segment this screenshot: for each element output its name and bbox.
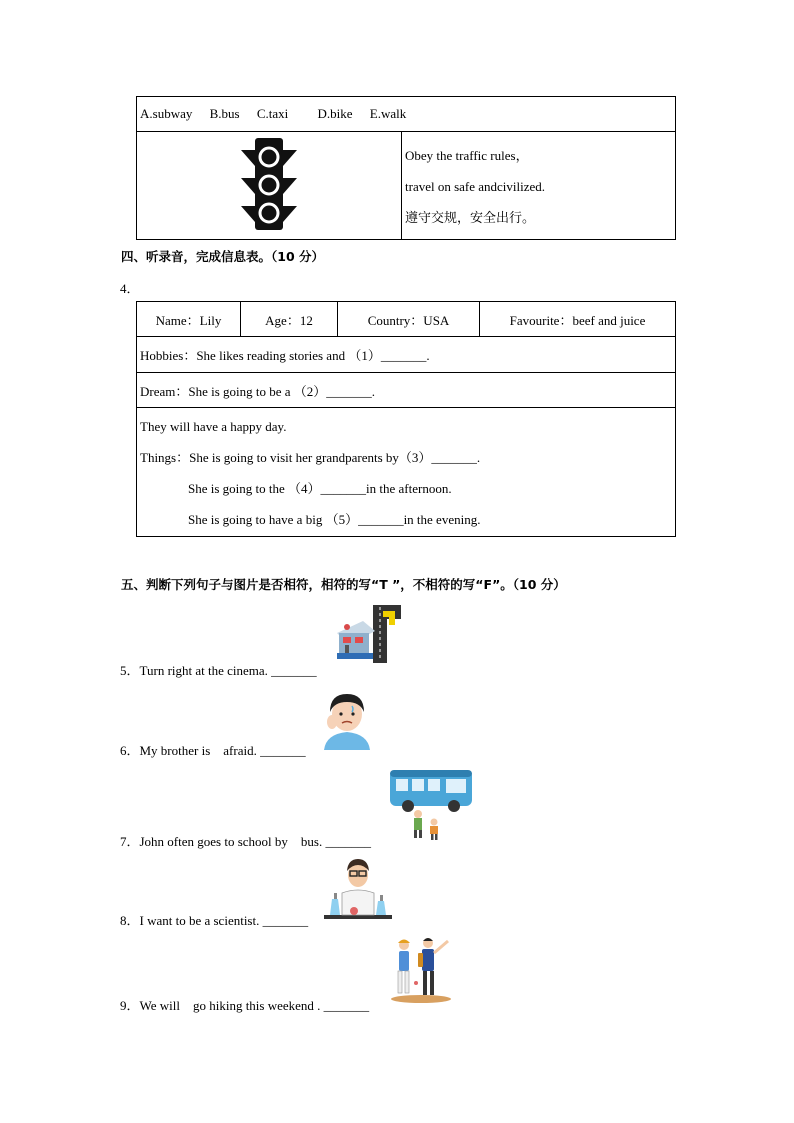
hiking-icon xyxy=(388,935,454,1005)
option-e: E.walk xyxy=(369,106,407,121)
things-cell xyxy=(137,408,676,537)
favourite-cell: Favourite：beef and juice xyxy=(480,302,676,337)
option-b: B.bus xyxy=(209,106,240,121)
bus-icon xyxy=(388,766,476,842)
question-5-text: 5．Turn right at the cinema. _______ xyxy=(120,663,317,678)
section4-heading: 四、听录音，完成信息表。（10 分） xyxy=(121,249,324,264)
things-line-3: She is going to the （4）_______in the afternoon. xyxy=(188,481,452,496)
afraid-boy-icon xyxy=(320,690,374,750)
things-line-4: She is going to have a big （5）_______in the evening. xyxy=(188,512,481,527)
option-c: C.taxi xyxy=(256,106,289,121)
info-table xyxy=(136,301,676,537)
slogan-line-1: Obey the traffic rules， xyxy=(405,148,529,163)
hobbies-cell: Hobbies：She likes reading stories and （1）_______. xyxy=(137,337,676,373)
dream-cell: Dream：She is going to be a （2）_______. xyxy=(137,373,676,408)
things-line-2: Things：She is going to visit her grandparents by（3）_______. xyxy=(140,450,481,465)
question-4-number: 4． xyxy=(120,281,140,296)
option-a: A.subway xyxy=(140,106,193,121)
traffic-light-icon xyxy=(239,136,299,232)
slogan-cell xyxy=(402,132,676,240)
options-row xyxy=(137,97,676,132)
slogan-line-3: 遵守交规，安全出行。 xyxy=(405,210,536,225)
section5-heading: 五、判断下列句子与图片是否相符，相符的写“T ”，不相符的写“F”。（10 分） xyxy=(121,577,566,592)
age-cell: Age：12 xyxy=(241,302,338,337)
cinema-map-icon xyxy=(333,603,403,665)
scientist-icon xyxy=(324,853,392,921)
country-cell: Country：USA xyxy=(338,302,480,337)
things-line-1: They will have a happy day. xyxy=(140,419,287,434)
slogan-line-2: travel on safe andcivilized. xyxy=(405,179,546,194)
question-7-text: 7．John often goes to school by bus. _______ xyxy=(120,834,371,849)
name-cell: Name：Lily xyxy=(137,302,241,337)
question-8-text: 8．I want to be a scientist. _______ xyxy=(120,913,309,928)
traffic-picture-cell xyxy=(137,132,402,240)
question-6-text: 6．My brother is afraid. _______ xyxy=(120,743,306,758)
option-d: D.bike xyxy=(317,106,353,121)
question-9-text: 9．We will go hiking this weekend . _______ xyxy=(120,998,370,1013)
traffic-options-table xyxy=(136,96,676,240)
